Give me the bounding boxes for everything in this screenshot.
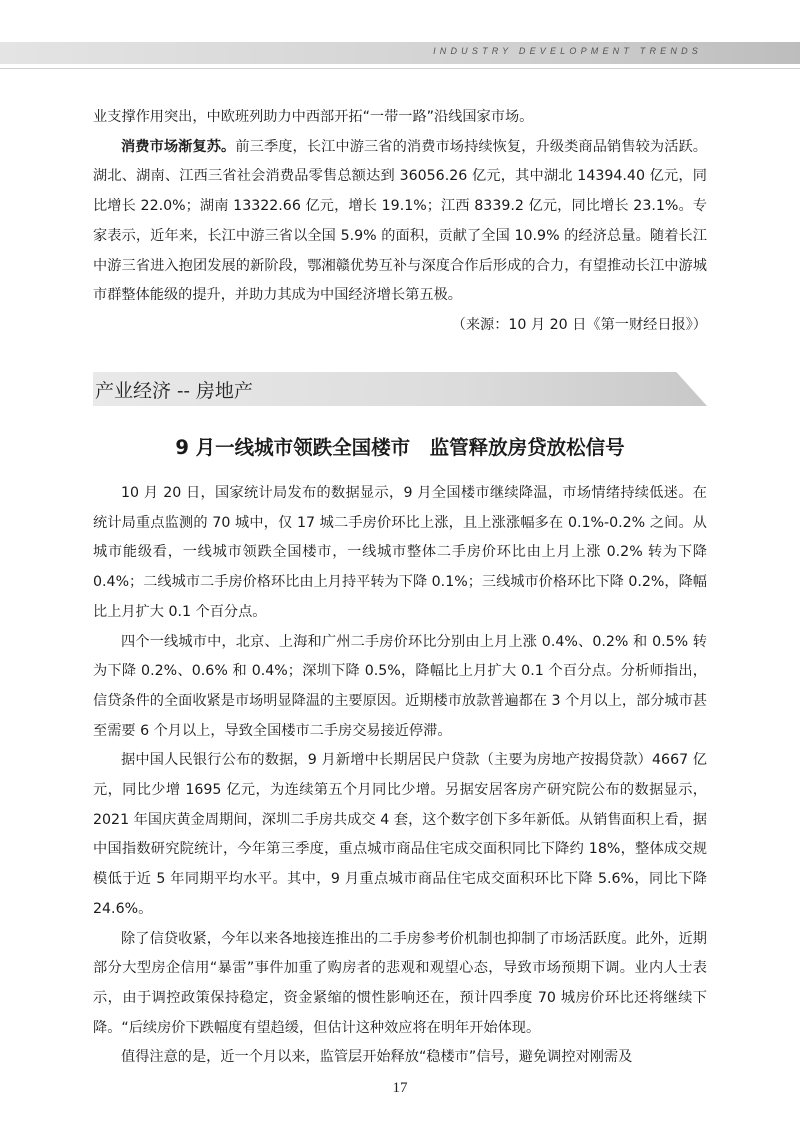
running-header-title: INDUSTRY DEVELOPMENT TRENDS xyxy=(433,46,702,56)
intro-text-block xyxy=(93,103,707,341)
article-paragraph: 除了信贷收紧，今年以来各地接连推出的二手房参考价机制也抑制了市场活跃度。此外，近期部分大型房企信用“暴雷”事件加重了购房者的悲观和观望心态，导致市场预期下调。业内人士表示，由于调控政策保持稳定，资金紧缩的惯性影响还在，预计四季度 70 城房价环比还将继续下降。“后续房价下跌幅度有望趋缓，但估计这种效应将在明年开始体现。 xyxy=(93,930,707,1036)
header-divider xyxy=(0,68,800,69)
article-paragraph: 值得注意的是，近一个月以来，监管层开始释放“稳楼市”信号，避免调控对刚需及 xyxy=(121,1049,633,1066)
page-number: 17 xyxy=(392,1080,408,1096)
intro-paragraph-1: 业支撑作用突出，中欧班列助力中西部开拓“一带一路”沿线国家市场。 xyxy=(93,109,534,125)
article-paragraph: 据中国人民银行公布的数据，9 月新增中长期居民户贷款（主要为房地产按揭贷款）4667 亿元，同比少增 1695 亿元，为连续第五个月同比少增。另据安居客房产研究院公布的数据显示，2021 年国庆黄金周期间，深圳二手房共成交 4 套，这个数字创下多年新低。从销售面积上看，据中国指数研究院统计，今年第三季度，重点城市商品住宅成交面积同比下降约 18%，整体成交规模低于近 5 年同期平均水平。其中，9 月重点城市商品住宅成交面积环比下降 5.6%，同比下降 24.6%。 xyxy=(93,752,707,917)
article-paragraph: 四个一线城市中，北京、上海和广州二手房价环比分别由上月上涨 0.4%、0.2% 和 0.5% 转为下降 0.2%、0.6% 和 0.4%；深圳下降 0.5%，降幅比上月扩大 0.1 个百分点。分析师指出，信贷条件的全面收紧是市场明显降温的主要原因。近期楼市放款普遍都在 3 个月以上，部分城市甚至需要 6 个月以上，导致全国楼市二手房交易接近停滞。 xyxy=(93,633,707,739)
article-title: 9 月一线城市领跌全国楼市 监管释放房贷放松信号 xyxy=(175,436,625,459)
paragraph-body: 前三季度，长江中游三省的消费市场持续恢复，升级类商品销售较为活跃。湖北、湖南、江西三省社会消费品零售总额达到 36056.26 亿元，其中湖北 14394.40 亿元，同比增长 22.0%；湖南 13322.66 亿元，增长 19.1%；江西 8339.2 亿元，同比增长 23.1%。专家表示，近年来，长江中游三省以全国 5.9% 的面积，贡献了全国 10.9% 的经济总量。随着长江中游三省进入抱团发展的新阶段，鄂湘赣优势互补与深度合作后形成的合力，有望推动长江中游城市群整体能级的提升，并助力其成为中国经济增长第五极。 xyxy=(93,138,707,304)
article-paragraph: 10 月 20 日，国家统计局发布的数据显示，9 月全国楼市继续降温，市场情绪持续低迷。在统计局重点监测的 70 城中，仅 17 城二手房价环比上涨，且上涨涨幅多在 0.1%-0.2% 之间。从城市能级看，一线城市领跌全国楼市，一线城市整体二手房价环比由上月上涨 0.2% 转为下降 0.4%；二线城市二手房价格环比由上月持平转为下降 0.1%；三线城市价格环比下降 0.2%，降幅比上月扩大 0.1 个百分点。 xyxy=(93,485,707,620)
intro-paragraph-2 xyxy=(93,133,707,311)
source-citation: （来源：10 月 20 日《第一财经日报》） xyxy=(451,316,707,333)
section-heading: 产业经济 -- 房地产 xyxy=(95,380,253,402)
article-body xyxy=(93,479,707,1073)
paragraph-lead-heading: 消费市场渐复苏。 xyxy=(121,138,236,155)
